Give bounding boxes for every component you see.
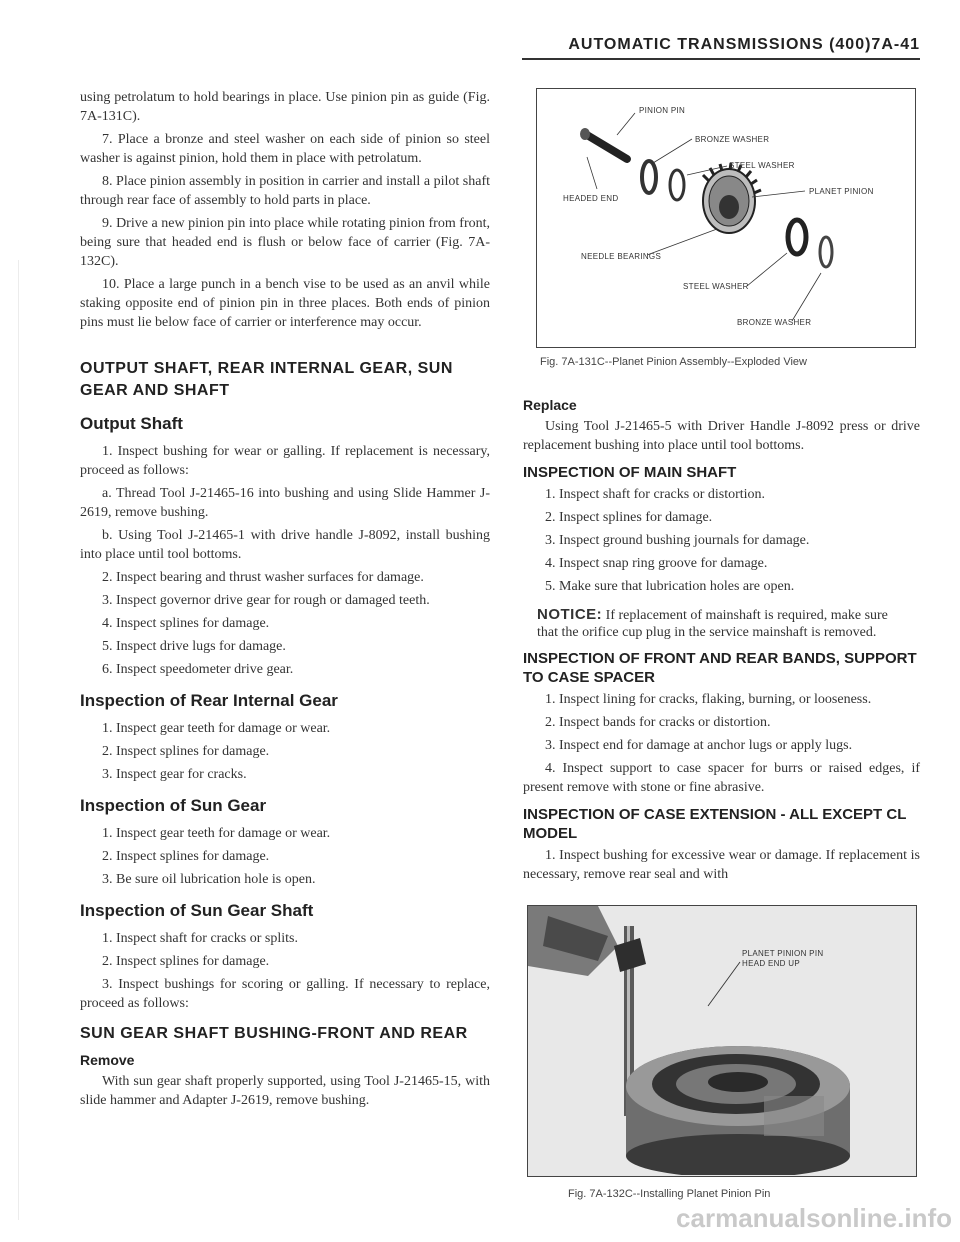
output-shaft-step-b: b. Using Tool J-21465-1 with drive handle J-8092, install bushing into place until tool bottoms. xyxy=(80,528,490,562)
sun-shaft-step-1: 1. Inspect shaft for cracks or splits. xyxy=(102,931,298,946)
label-steel-washer-bottom: STEEL WASHER xyxy=(683,282,749,291)
bands-step-4: 4. Inspect support to case spacer for burrs or raised edges, if present remove with stone or fine abrasive. xyxy=(523,761,920,795)
bands-step-3: 3. Inspect end for damage at anchor lugs or apply lugs. xyxy=(545,738,853,753)
sun-gear-step-3: 3. Be sure oil lubrication hole is open. xyxy=(102,872,316,887)
main-shaft-step-2: 2. Inspect splines for damage. xyxy=(545,510,713,525)
figure-planet-pinion-exploded xyxy=(536,88,916,348)
case-extension-step-1: 1. Inspect bushing for excessive wear or damage. If replacement is necessary, remove rear seal and with xyxy=(523,848,920,882)
rear-gear-step-1: 1. Inspect gear teeth for damage or wear. xyxy=(102,721,331,736)
watermark: carmanualsonline.info xyxy=(676,1203,952,1233)
figure-caption-131c: Fig. 7A-131C--Planet Pinion Assembly--Exploded View xyxy=(540,356,807,368)
remove-text: With sun gear shaft properly supported, using Tool J-21465-15, with slide hammer and Adapter J-2619, remove bushing. xyxy=(80,1074,490,1108)
output-shaft-step-a: a. Thread Tool J-21465-16 into bushing and using Slide Hammer J-2619, remove bushing. xyxy=(80,486,490,520)
label-bronze-washer-bottom: BRONZE WASHER xyxy=(737,318,812,327)
bronze-washer-bottom-drawing xyxy=(820,237,832,267)
output-shaft-step-6: 6. Inspect speedometer drive gear. xyxy=(102,662,294,677)
main-shaft-step-5: 5. Make sure that lubrication holes are open. xyxy=(545,579,795,594)
subsection-replace: Replace xyxy=(523,397,577,413)
section-heading-bands-spacer: INSPECTION OF FRONT AND REAR BANDS, SUPPORT TO CASE SPACER xyxy=(523,650,917,686)
replace-text: Using Tool J-21465-5 with Driver Handle J-8092 press or drive replacement bushing into place until tool bottoms. xyxy=(523,419,920,453)
subsection-rear-internal-gear: Inspection of Rear Internal Gear xyxy=(80,691,338,710)
label-planet-pinion: PLANET PINION xyxy=(809,187,874,196)
rear-gear-step-2: 2. Inspect splines for damage. xyxy=(102,744,270,759)
page-title: AUTOMATIC TRANSMISSIONS (400)7A-41 xyxy=(568,36,920,53)
bands-step-2: 2. Inspect bands for cracks or distortion. xyxy=(545,715,771,730)
rear-gear-step-3: 3. Inspect gear for cracks. xyxy=(102,767,247,782)
main-shaft-step-1: 1. Inspect shaft for cracks or distortion. xyxy=(545,487,766,502)
main-shaft-step-3: 3. Inspect ground bushing journals for damage. xyxy=(545,533,810,548)
page-header xyxy=(522,36,920,60)
intro-paragraph: using petrolatum to hold bearings in place. Use pinion pin as guide (Fig. 7A-131C). xyxy=(80,90,490,124)
section-heading-main-shaft: INSPECTION OF MAIN SHAFT xyxy=(523,464,737,481)
right-column xyxy=(523,396,920,888)
label-planet-pinion-pin: PLANET PINION PIN xyxy=(742,949,824,958)
label-head-end-up: HEAD END UP xyxy=(742,959,800,968)
sun-gear-step-1: 1. Inspect gear teeth for damage or wear. xyxy=(102,826,331,841)
step-10: 10. Place a large punch in a bench vise to be used as an anvil while staking opposite end of pinion pin in three places. Both ends of pinion pins must lie below face of carrier or interference may occur. xyxy=(80,277,490,330)
sun-gear-step-2: 2. Inspect splines for damage. xyxy=(102,849,270,864)
output-shaft-step-5: 5. Inspect drive lugs for damage. xyxy=(102,639,286,654)
output-shaft-step-3: 3. Inspect governor drive gear for rough or damaged teeth. xyxy=(102,593,430,608)
steel-washer-bottom-drawing xyxy=(788,220,806,254)
notice-label: NOTICE: xyxy=(537,606,603,623)
step-9: 9. Drive a new pinion pin into place while rotating pinion from front, being sure that headed end is flush or below face of carrier (Fig. 7A-132C). xyxy=(80,216,490,269)
notice-paragraph xyxy=(523,606,920,641)
left-column xyxy=(80,88,490,1114)
subsection-sun-gear-shaft: Inspection of Sun Gear Shaft xyxy=(80,901,314,920)
label-bronze-washer-top: BRONZE WASHER xyxy=(695,135,770,144)
output-shaft-step-4: 4. Inspect splines for damage. xyxy=(102,616,270,631)
header-rule xyxy=(522,58,920,60)
figure-installing-pinion-pin-photo xyxy=(527,905,917,1177)
label-needle-bearings: NEEDLE BEARINGS xyxy=(581,252,662,261)
scan-margin-line xyxy=(18,260,19,1220)
bands-step-1: 1. Inspect lining for cracks, flaking, burning, or looseness. xyxy=(545,692,872,707)
steel-washer-top-drawing xyxy=(670,170,684,200)
sun-shaft-step-2: 2. Inspect splines for damage. xyxy=(102,954,270,969)
pinion-pin-drawing xyxy=(580,128,627,159)
subsection-output-shaft: Output Shaft xyxy=(80,414,183,433)
section-heading-sun-gear-shaft-bushing: SUN GEAR SHAFT BUSHING-FRONT AND REAR xyxy=(80,1025,468,1042)
output-shaft-step-1: 1. Inspect bushing for wear or galling. If replacement is necessary, proceed as follows: xyxy=(80,444,490,478)
label-pinion-pin: PINION PIN xyxy=(639,106,686,115)
subsection-remove: Remove xyxy=(80,1052,135,1068)
label-headed-end: HEADED END xyxy=(563,194,619,203)
planet-pinion-exploded-diagram xyxy=(537,89,914,346)
label-steel-washer-top: STEEL WASHER xyxy=(729,161,795,170)
figure-caption-132c: Fig. 7A-132C--Installing Planet Pinion Pin xyxy=(568,1188,771,1200)
subsection-sun-gear: Inspection of Sun Gear xyxy=(80,796,267,815)
installing-pinion-pin-photo xyxy=(528,906,915,1175)
step-7: 7. Place a bronze and steel washer on each side of pinion so steel washer is against pinion, hold them in place with petrolatum. xyxy=(80,132,490,166)
section-heading-output-shaft-gears: OUTPUT SHAFT, REAR INTERNAL GEAR, SUN GEAR AND SHAFT xyxy=(80,360,453,399)
bronze-washer-top-drawing xyxy=(642,161,656,193)
main-shaft-step-4: 4. Inspect snap ring groove for damage. xyxy=(545,556,768,571)
sun-shaft-step-3: 3. Inspect bushings for scoring or galling. If necessary to replace, proceed as follows: xyxy=(80,977,490,1011)
planet-pinion-gear-drawing xyxy=(703,163,761,233)
section-heading-case-extension: INSPECTION OF CASE EXTENSION - ALL EXCEPT CL MODEL xyxy=(523,806,907,842)
output-shaft-step-2: 2. Inspect bearing and thrust washer surfaces for damage. xyxy=(102,570,424,585)
step-8: 8. Place pinion assembly in position in carrier and install a pilot shaft through rear face of assembly to hold parts in place. xyxy=(80,174,490,208)
notice-text: If replacement of mainshaft is required, make sure that the orifice cup plug in the service mainshaft is removed. xyxy=(537,608,888,640)
